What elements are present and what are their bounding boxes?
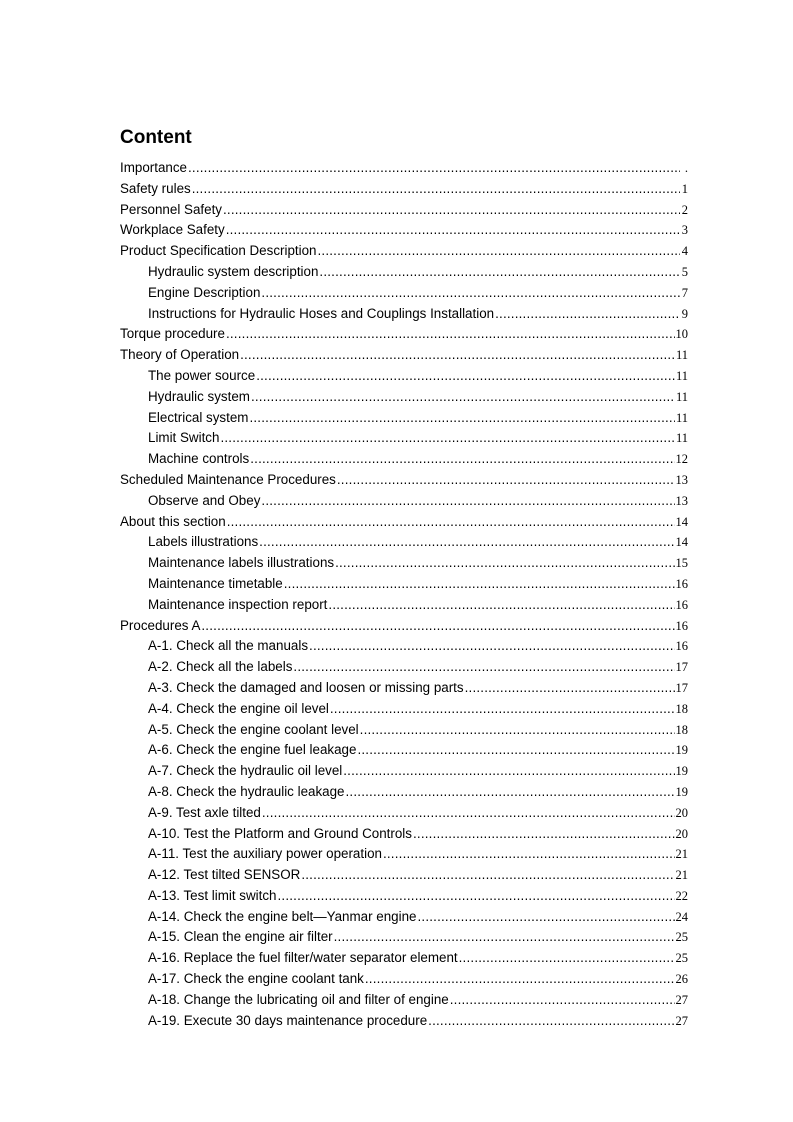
dot-leader (365, 969, 675, 990)
dot-leader (346, 782, 675, 803)
toc-entry[interactable] (120, 636, 688, 657)
toc-entry-page-number: 22 (675, 888, 688, 903)
toc-entry-page-number: 17 (675, 680, 688, 695)
toc-entry[interactable] (120, 262, 688, 283)
toc-entry-label: Workplace Safety (120, 222, 225, 238)
dot-leader (328, 595, 674, 616)
toc-entry[interactable] (120, 179, 688, 200)
toc-entry[interactable] (120, 408, 688, 429)
toc-entry-label: A-9. Test axle tilted (148, 804, 261, 820)
toc-entry-label: Maintenance timetable (148, 575, 283, 591)
dot-leader (335, 553, 674, 574)
page-title: Content (120, 127, 192, 148)
toc-entry[interactable] (120, 824, 688, 845)
dot-leader (450, 990, 675, 1011)
toc-entry[interactable] (120, 907, 688, 928)
toc-entry[interactable] (120, 990, 688, 1011)
toc-entry-label: Safety rules (120, 180, 191, 196)
toc-entry[interactable] (120, 699, 688, 720)
toc-entry-label: A-6. Check the engine fuel leakage (148, 742, 357, 758)
toc-entry-label: A-12. Test tilted SENSOR (148, 867, 301, 883)
toc-entry-label: A-2. Check all the labels (148, 659, 293, 675)
dot-leader (227, 512, 675, 533)
toc-entry[interactable] (120, 512, 688, 533)
dot-leader (284, 574, 675, 595)
toc-entry-page-number: 20 (675, 805, 688, 820)
dot-leader (259, 532, 674, 553)
toc-entry-page-number: 7 (681, 285, 688, 300)
dot-leader (334, 927, 675, 948)
dot-leader (343, 761, 674, 782)
toc-entry-page-number: 26 (675, 972, 688, 987)
toc-entry[interactable] (120, 969, 688, 990)
toc-entry-label: A-11. Test the auxiliary power operation (148, 846, 382, 862)
dot-leader (428, 1011, 674, 1032)
toc-entry-page-number: 16 (675, 618, 688, 633)
toc-entry-label: Maintenance labels illustrations (148, 555, 335, 571)
toc-entry-label: A-18. Change the lubricating oil and filter of engine (148, 991, 449, 1007)
toc-entry-page-number: 19 (675, 764, 688, 779)
toc-entry-label: Personnel Safety (120, 201, 222, 217)
toc-entry-page-number: 25 (675, 951, 688, 966)
toc-entry[interactable] (120, 158, 688, 179)
dot-leader (223, 200, 680, 221)
toc-entry-page-number: 14 (675, 535, 688, 550)
toc-entry-page-number: 18 (675, 722, 688, 737)
toc-entry-label: A-1. Check all the manuals (148, 638, 309, 654)
dot-leader (383, 844, 675, 865)
dot-leader (318, 241, 681, 262)
toc-entry-page-number: 18 (675, 701, 688, 716)
toc-entry[interactable] (120, 803, 688, 824)
toc-entry[interactable] (120, 761, 688, 782)
toc-entry[interactable] (120, 595, 688, 616)
toc-entry[interactable] (120, 283, 688, 304)
toc-entry-label: Electrical system (148, 409, 249, 425)
toc-entry[interactable] (120, 491, 688, 512)
toc-entry[interactable] (120, 220, 688, 241)
toc-entry[interactable] (120, 200, 688, 221)
toc-entry[interactable] (120, 740, 688, 761)
dot-leader (261, 283, 680, 304)
toc-entry-label: A-13. Test limit switch (148, 887, 277, 903)
toc-entry-page-number: 17 (675, 660, 688, 675)
toc-entry-label: Hydraulic system description (148, 263, 319, 279)
toc-entry-page-number: 20 (675, 826, 688, 841)
toc-entry-page-number: 1 (681, 181, 688, 196)
toc-entry-label: Theory of Operation (120, 347, 240, 363)
toc-entry[interactable] (120, 616, 688, 637)
toc-entry-label: A-4. Check the engine oil level (148, 700, 329, 716)
dot-leader (192, 179, 680, 200)
toc-entry-label: Labels illustrations (148, 534, 259, 550)
toc-entry-page-number: 13 (675, 493, 688, 508)
toc-entry-label: A-3. Check the damaged and loosen or missing parts (148, 679, 464, 695)
dot-leader (293, 657, 674, 678)
dot-leader (226, 220, 680, 241)
toc-entry-page-number: 27 (675, 992, 688, 1007)
toc-entry[interactable] (120, 387, 688, 408)
toc-entry-page-number: 25 (675, 930, 688, 945)
toc-entry-label: The power source (148, 367, 256, 383)
toc-entry-page-number: 16 (675, 576, 688, 591)
toc-entry-page-number: 27 (675, 1013, 688, 1028)
toc-entry-label: Torque procedure (120, 326, 225, 342)
toc-entry[interactable] (120, 657, 688, 678)
toc-entry-page-number: 19 (675, 743, 688, 758)
toc-entry-label: Procedures A (120, 617, 201, 633)
toc-entry-label: A-17. Check the engine coolant tank (148, 971, 364, 987)
toc-entry[interactable] (120, 324, 688, 345)
dot-leader (226, 324, 675, 345)
toc-entry-page-number: 16 (675, 639, 688, 654)
toc-entry-page-number: 11 (675, 431, 688, 446)
dot-leader (301, 865, 674, 886)
toc-entry-label: A-16. Replace the fuel filter/water separator element (148, 950, 458, 966)
dot-leader (357, 740, 674, 761)
toc-entry[interactable] (120, 865, 688, 886)
toc-entry-page-number: 19 (675, 784, 688, 799)
dot-leader (220, 428, 675, 449)
toc-entry-label: Instructions for Hydraulic Hoses and Couplings Installation (148, 305, 495, 321)
dot-leader (417, 907, 674, 928)
toc-entry-label: A-14. Check the engine belt—Yanmar engine (148, 908, 417, 924)
toc-entry-label: Hydraulic system (148, 388, 250, 404)
toc-entry[interactable] (120, 844, 688, 865)
toc-entry-page-number: 24 (675, 909, 688, 924)
dot-leader (360, 720, 675, 741)
dot-leader (337, 470, 675, 491)
toc-entry[interactable] (120, 428, 688, 449)
dot-leader (249, 408, 675, 429)
toc-entry[interactable] (120, 720, 688, 741)
dot-leader (309, 636, 674, 657)
toc-entry-page-number: 10 (675, 327, 688, 342)
toc-entry[interactable] (120, 574, 688, 595)
toc-entry[interactable] (120, 782, 688, 803)
toc-entry[interactable] (120, 532, 688, 553)
toc-entry-page-number: 11 (675, 389, 688, 404)
toc-entry[interactable] (120, 345, 688, 366)
toc-entry-page-number: 14 (675, 514, 688, 529)
toc-entry-label: A-19. Execute 30 days maintenance procedure (148, 1012, 428, 1028)
toc-entry[interactable] (120, 470, 688, 491)
toc-entry-page-number: 15 (675, 556, 688, 571)
toc-entry-label: A-15. Clean the engine air filter (148, 929, 333, 945)
toc-entry-page-number: 2 (681, 202, 688, 217)
toc-entry[interactable] (120, 449, 688, 470)
dot-leader (262, 803, 675, 824)
toc-entry-label: Product Specification Description (120, 243, 317, 259)
toc-entry-label: Scheduled Maintenance Procedures (120, 471, 336, 487)
toc-entry[interactable] (120, 927, 688, 948)
dot-leader (251, 387, 675, 408)
dot-leader (256, 366, 675, 387)
toc-entry-label: A-5. Check the engine coolant level (148, 721, 359, 737)
toc-entry-label: Limit Switch (148, 430, 220, 446)
toc-entry-page-number: 11 (675, 348, 688, 363)
toc-entry[interactable] (120, 678, 688, 699)
toc-entry-label: Maintenance inspection report (148, 596, 328, 612)
toc-entry-page-number: . (684, 161, 688, 175)
toc-entry-label: Observe and Obey (148, 492, 261, 508)
toc-entry-label: Engine Description (148, 284, 261, 300)
dot-leader (319, 262, 680, 283)
toc-entry-label: A-7. Check the hydraulic oil level (148, 763, 343, 779)
dot-leader (459, 948, 675, 969)
toc-entry-page-number: 4 (681, 244, 688, 259)
dot-leader (465, 678, 675, 699)
dot-leader (250, 449, 674, 470)
dot-leader (188, 158, 680, 179)
toc-entry-label: About this section (120, 513, 226, 529)
dot-leader (278, 886, 675, 907)
dot-leader (240, 345, 675, 366)
toc-entry-label: Importance (120, 160, 187, 175)
dot-leader (201, 616, 674, 637)
toc-entry-page-number: 9 (681, 306, 688, 321)
table-of-contents (120, 158, 688, 1031)
toc-entry-page-number: 21 (675, 868, 688, 883)
toc-entry-page-number: 16 (675, 597, 688, 612)
toc-entry-page-number: 11 (675, 368, 688, 383)
toc-entry-page-number: 5 (681, 264, 688, 279)
toc-entry-page-number: 3 (681, 223, 688, 238)
dot-leader (495, 304, 680, 325)
toc-entry[interactable] (120, 304, 688, 325)
toc-entry[interactable] (120, 886, 688, 907)
toc-entry[interactable] (120, 1011, 688, 1032)
dot-leader (413, 824, 675, 845)
toc-entry-page-number: 12 (675, 452, 688, 467)
toc-entry-page-number: 13 (675, 472, 688, 487)
dot-leader (261, 491, 674, 512)
toc-entry[interactable] (120, 948, 688, 969)
toc-entry-label: Machine controls (148, 451, 250, 467)
toc-entry[interactable] (120, 366, 688, 387)
toc-entry-page-number: 11 (675, 410, 688, 425)
dot-leader (330, 699, 675, 720)
toc-entry-label: A-10. Test the Platform and Ground Controls (148, 825, 412, 841)
toc-entry[interactable] (120, 241, 688, 262)
toc-entry[interactable] (120, 553, 688, 574)
toc-entry-label: A-8. Check the hydraulic leakage (148, 783, 345, 799)
toc-entry-page-number: 21 (675, 847, 688, 862)
